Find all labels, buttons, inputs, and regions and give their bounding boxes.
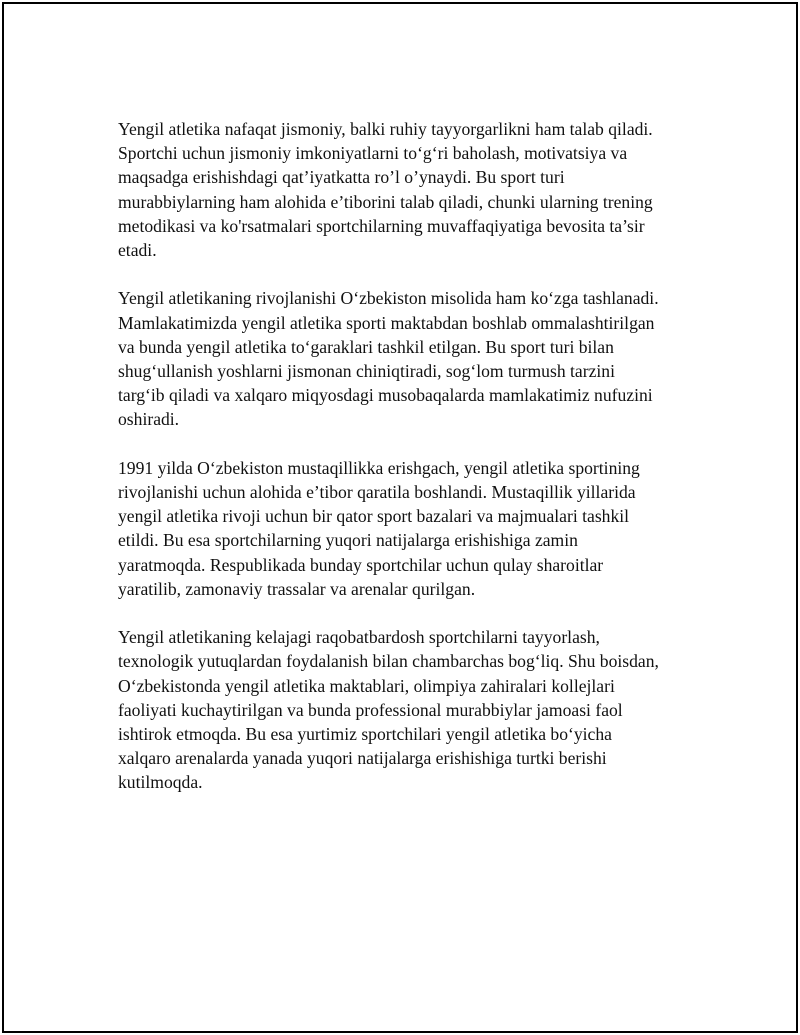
paragraph-2: Yengil atletikaning rivojlanishi O‘zbekiston misolida ham ko‘zga tashlanadi. Mamlakatimizda yengil atletika sporti maktabdan boshlab ommalashtirilgan va bunda yengil atletika to‘garaklari tashkil etilgan. Bu sport turi bilan shug‘ullanish yoshlarni jismonan chiniqtiradi, sog‘lom turmush tarzini targ‘ib qiladi va xalqaro miqyosdagi musobaqalarda mamlakatimiz nufuzini oshiradi. — [118, 288, 659, 430]
paragraph-3: 1991 yilda O‘zbekiston mustaqillikka erishgach, yengil atletika sportining rivojlanishi uchun alohida e’tibor qaratila boshlandi. Mustaqillik yillarida yengil atletika rivoji uchun bir qator sport bazalari va majmualari tashkil etildi. Bu esa sportchilarning yuqori natijalarga erishishiga zamin yaratmoqda. Respublikada bunday sportchilar uchun qulay sharoitlar yaratilib, zamonaviy trassalar va arenalar qurilgan. — [118, 457, 640, 599]
paragraph-1: Yengil atletika nafaqat jismoniy, balki ruhiy tayyorgarlikni ham talab qiladi. Sportchi uchun jismoniy imkoniyatlarni to‘g‘ri baholash, motivatsiya va maqsadga erishishdagi qat’iyatkatta ro’l o’ynaydi. Bu sport turi murabbiylarning ham alohida e’tiborini talab qiladi, chunki ularning trening metodikasi va ko'rsatmalari sportchilarning muvaffaqiyatiga bevosita ta’sir etadi. — [118, 119, 653, 261]
document-body — [118, 117, 690, 819]
paragraph-4: Yengil atletikaning kelajagi raqobatbardosh sportchilarni tayyorlash, texnologik yutuqlardan foydalanish bilan chambarchas bog‘liq. Shu boisdan, O‘zbekistonda yengil atletika maktablari, olimpiya zahiralari kollejlari faoliyati kuchaytirilgan va bunda professional murabbiylar jamoasi faol ishtirok etmoqda. Bu esa yurtimiz sportchilari yengil atletika bo‘yicha xalqaro arenalarda yanada yuqori natijalarga erishishiga turtki berishi kutilmoqda. — [118, 627, 659, 793]
